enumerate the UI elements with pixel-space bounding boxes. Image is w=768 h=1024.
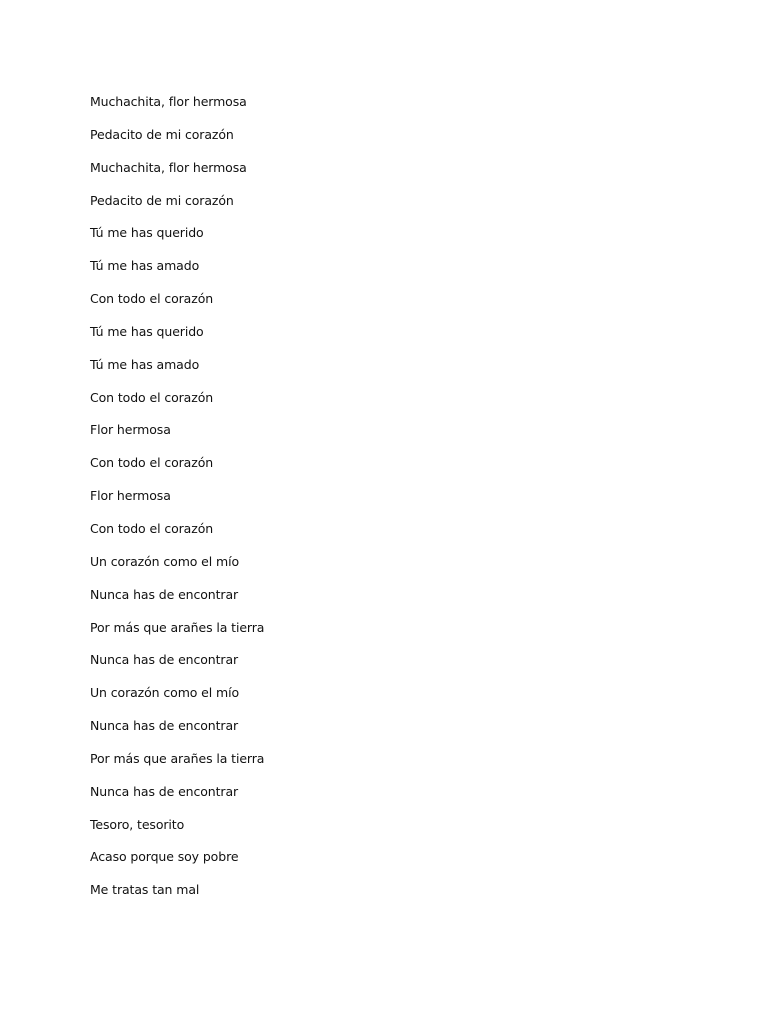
lyric-line: Tú me has amado [90, 356, 200, 372]
lyric-line: Con todo el corazón [90, 389, 214, 405]
lyric-line: Acaso porque soy pobre [90, 849, 239, 865]
lyric-line: Tesoro, tesorito [90, 816, 185, 832]
lyric-line: Un corazón como el mío [90, 553, 240, 569]
lyric-line: Nunca has de encontrar [90, 783, 239, 799]
lyric-line: Con todo el corazón [90, 291, 214, 307]
lyric-line: Muchachita, flor hermosa [90, 159, 247, 175]
lyric-line: Tú me has querido [90, 323, 204, 339]
lyric-line: Pedacito de mi corazón [90, 126, 234, 142]
lyric-line: Con todo el corazón [90, 455, 214, 471]
lyric-line: Por más que arañes la tierra [90, 619, 265, 635]
lyric-line: Nunca has de encontrar [90, 586, 239, 602]
lyric-line: Me tratas tan mal [90, 882, 200, 898]
lyric-line: Con todo el corazón [90, 520, 214, 536]
lyric-line: Pedacito de mi corazón [90, 192, 234, 208]
lyric-line: Flor hermosa [90, 422, 171, 438]
lyric-line: Por más que arañes la tierra [90, 750, 265, 766]
lyric-line: Nunca has de encontrar [90, 718, 239, 734]
lyrics-list [90, 93, 264, 914]
lyric-line: Tú me has querido [90, 225, 204, 241]
lyric-line: Un corazón como el mío [90, 685, 240, 701]
lyric-line: Muchachita, flor hermosa [90, 94, 247, 109]
lyric-line: Flor hermosa [90, 488, 171, 504]
lyric-line: Nunca has de encontrar [90, 652, 239, 668]
lyric-line: Tú me has amado [90, 258, 200, 274]
